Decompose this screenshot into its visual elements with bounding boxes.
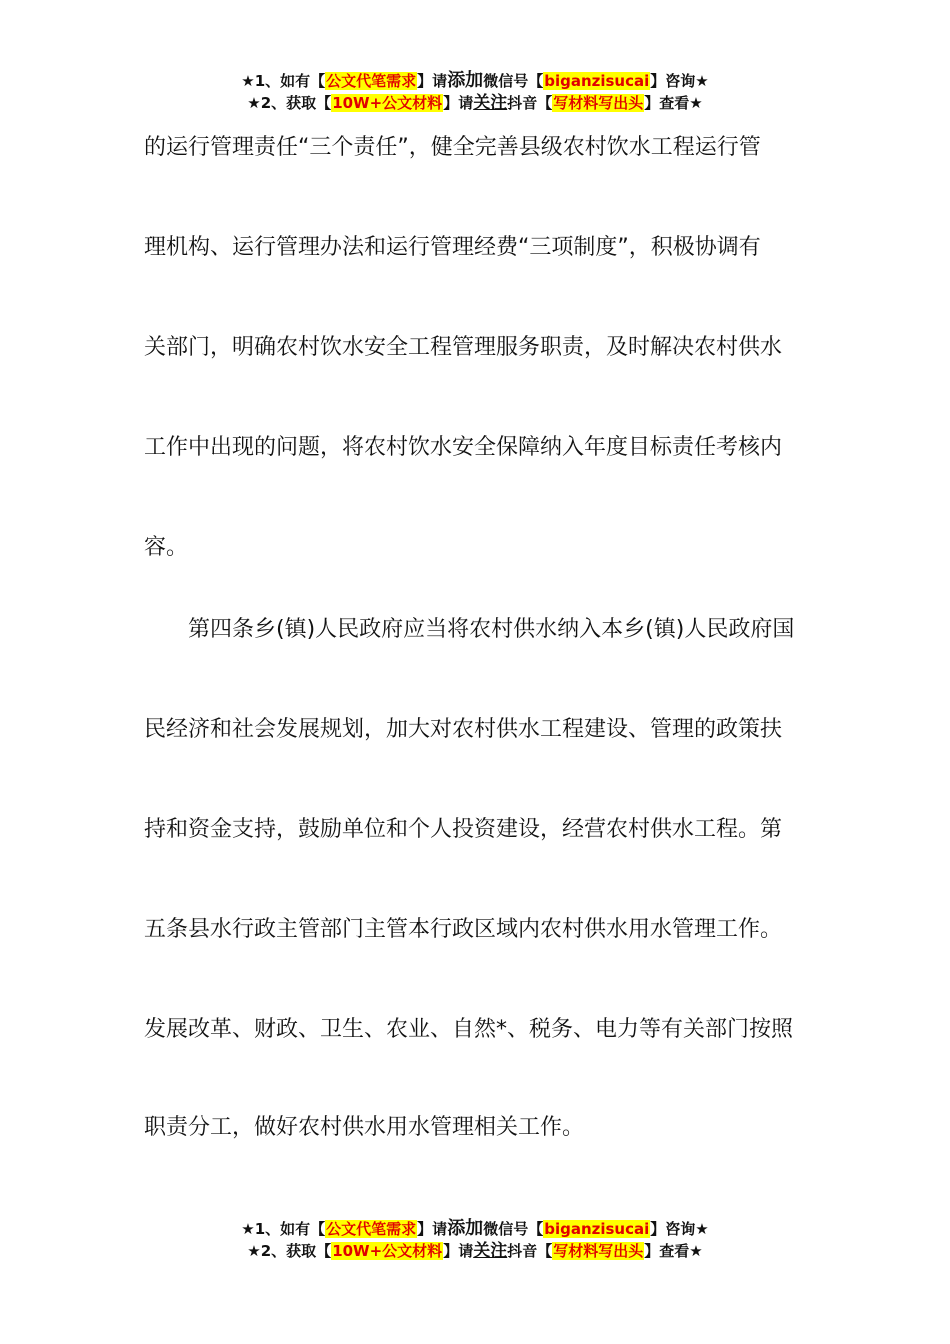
body-line: 五条县水行政主管部门主管本行政区域内农村供水用水管理工作。 bbox=[144, 917, 783, 942]
highlight-service: 公文代笔需求 bbox=[326, 72, 417, 90]
emphasis-add: 添加 bbox=[447, 70, 484, 91]
highlight-wechat-id: biganzisucai bbox=[544, 1220, 650, 1238]
highlight-materials: 10W+公文材料 bbox=[332, 1242, 443, 1260]
emphasis-add: 添加 bbox=[447, 1218, 484, 1239]
body-line: 容。 bbox=[144, 535, 189, 560]
body-line: 的运行管理责任“三个责任”，健全完善县级农村饮水工程运行管 bbox=[144, 135, 761, 160]
body-line: 持和资金支持，鼓励单位和个人投资建设，经营农村供水工程。第 bbox=[144, 817, 783, 842]
body-line: 理机构、运行管理办法和运行管理经费“三项制度”，积极协调有 bbox=[144, 235, 761, 260]
body-line: 民经济和社会发展规划，加大对农村供水工程建设、管理的政策扶 bbox=[144, 717, 783, 742]
body-line: 发展改革、财政、卫生、农业、自然*、税务、电力等有关部门按照 bbox=[144, 1017, 794, 1042]
body-line: 第四条乡(镇)人民政府应当将农村供水纳入本乡(镇)人民政府国 bbox=[188, 617, 795, 642]
highlight-wechat-id: biganzisucai bbox=[544, 72, 650, 90]
highlight-materials: 10W+公文材料 bbox=[332, 94, 443, 112]
body-line: 关部门，明确农村饮水安全工程管理服务职责，及时解决农村供水 bbox=[144, 335, 783, 360]
banner-line-2: ★2、获取【10W+公文材料】请关注抖音【写材料写出头】查看★ bbox=[247, 93, 703, 113]
body-line: 工作中出现的问题，将农村饮水安全保障纳入年度目标责任考核内 bbox=[144, 435, 783, 460]
banner-line-1: ★1、如有【公文代笔需求】请添加微信号【biganzisucai】咨询★ bbox=[241, 70, 709, 91]
highlight-douyin-id: 写材料写出头 bbox=[553, 94, 644, 112]
body-line: 职责分工，做好农村供水用水管理相关工作。 bbox=[144, 1115, 585, 1140]
banner-line-1: ★1、如有【公文代笔需求】请添加微信号【biganzisucai】咨询★ bbox=[241, 1218, 709, 1239]
banner-line-2: ★2、获取【10W+公文材料】请关注抖音【写材料写出头】查看★ bbox=[247, 1241, 703, 1261]
highlight-douyin-id: 写材料写出头 bbox=[553, 1242, 644, 1260]
emphasis-follow: 关注 bbox=[473, 93, 508, 113]
bottom-banner bbox=[0, 1218, 950, 1262]
highlight-service: 公文代笔需求 bbox=[326, 1220, 417, 1238]
emphasis-follow: 关注 bbox=[473, 1241, 508, 1261]
top-banner bbox=[0, 70, 950, 114]
